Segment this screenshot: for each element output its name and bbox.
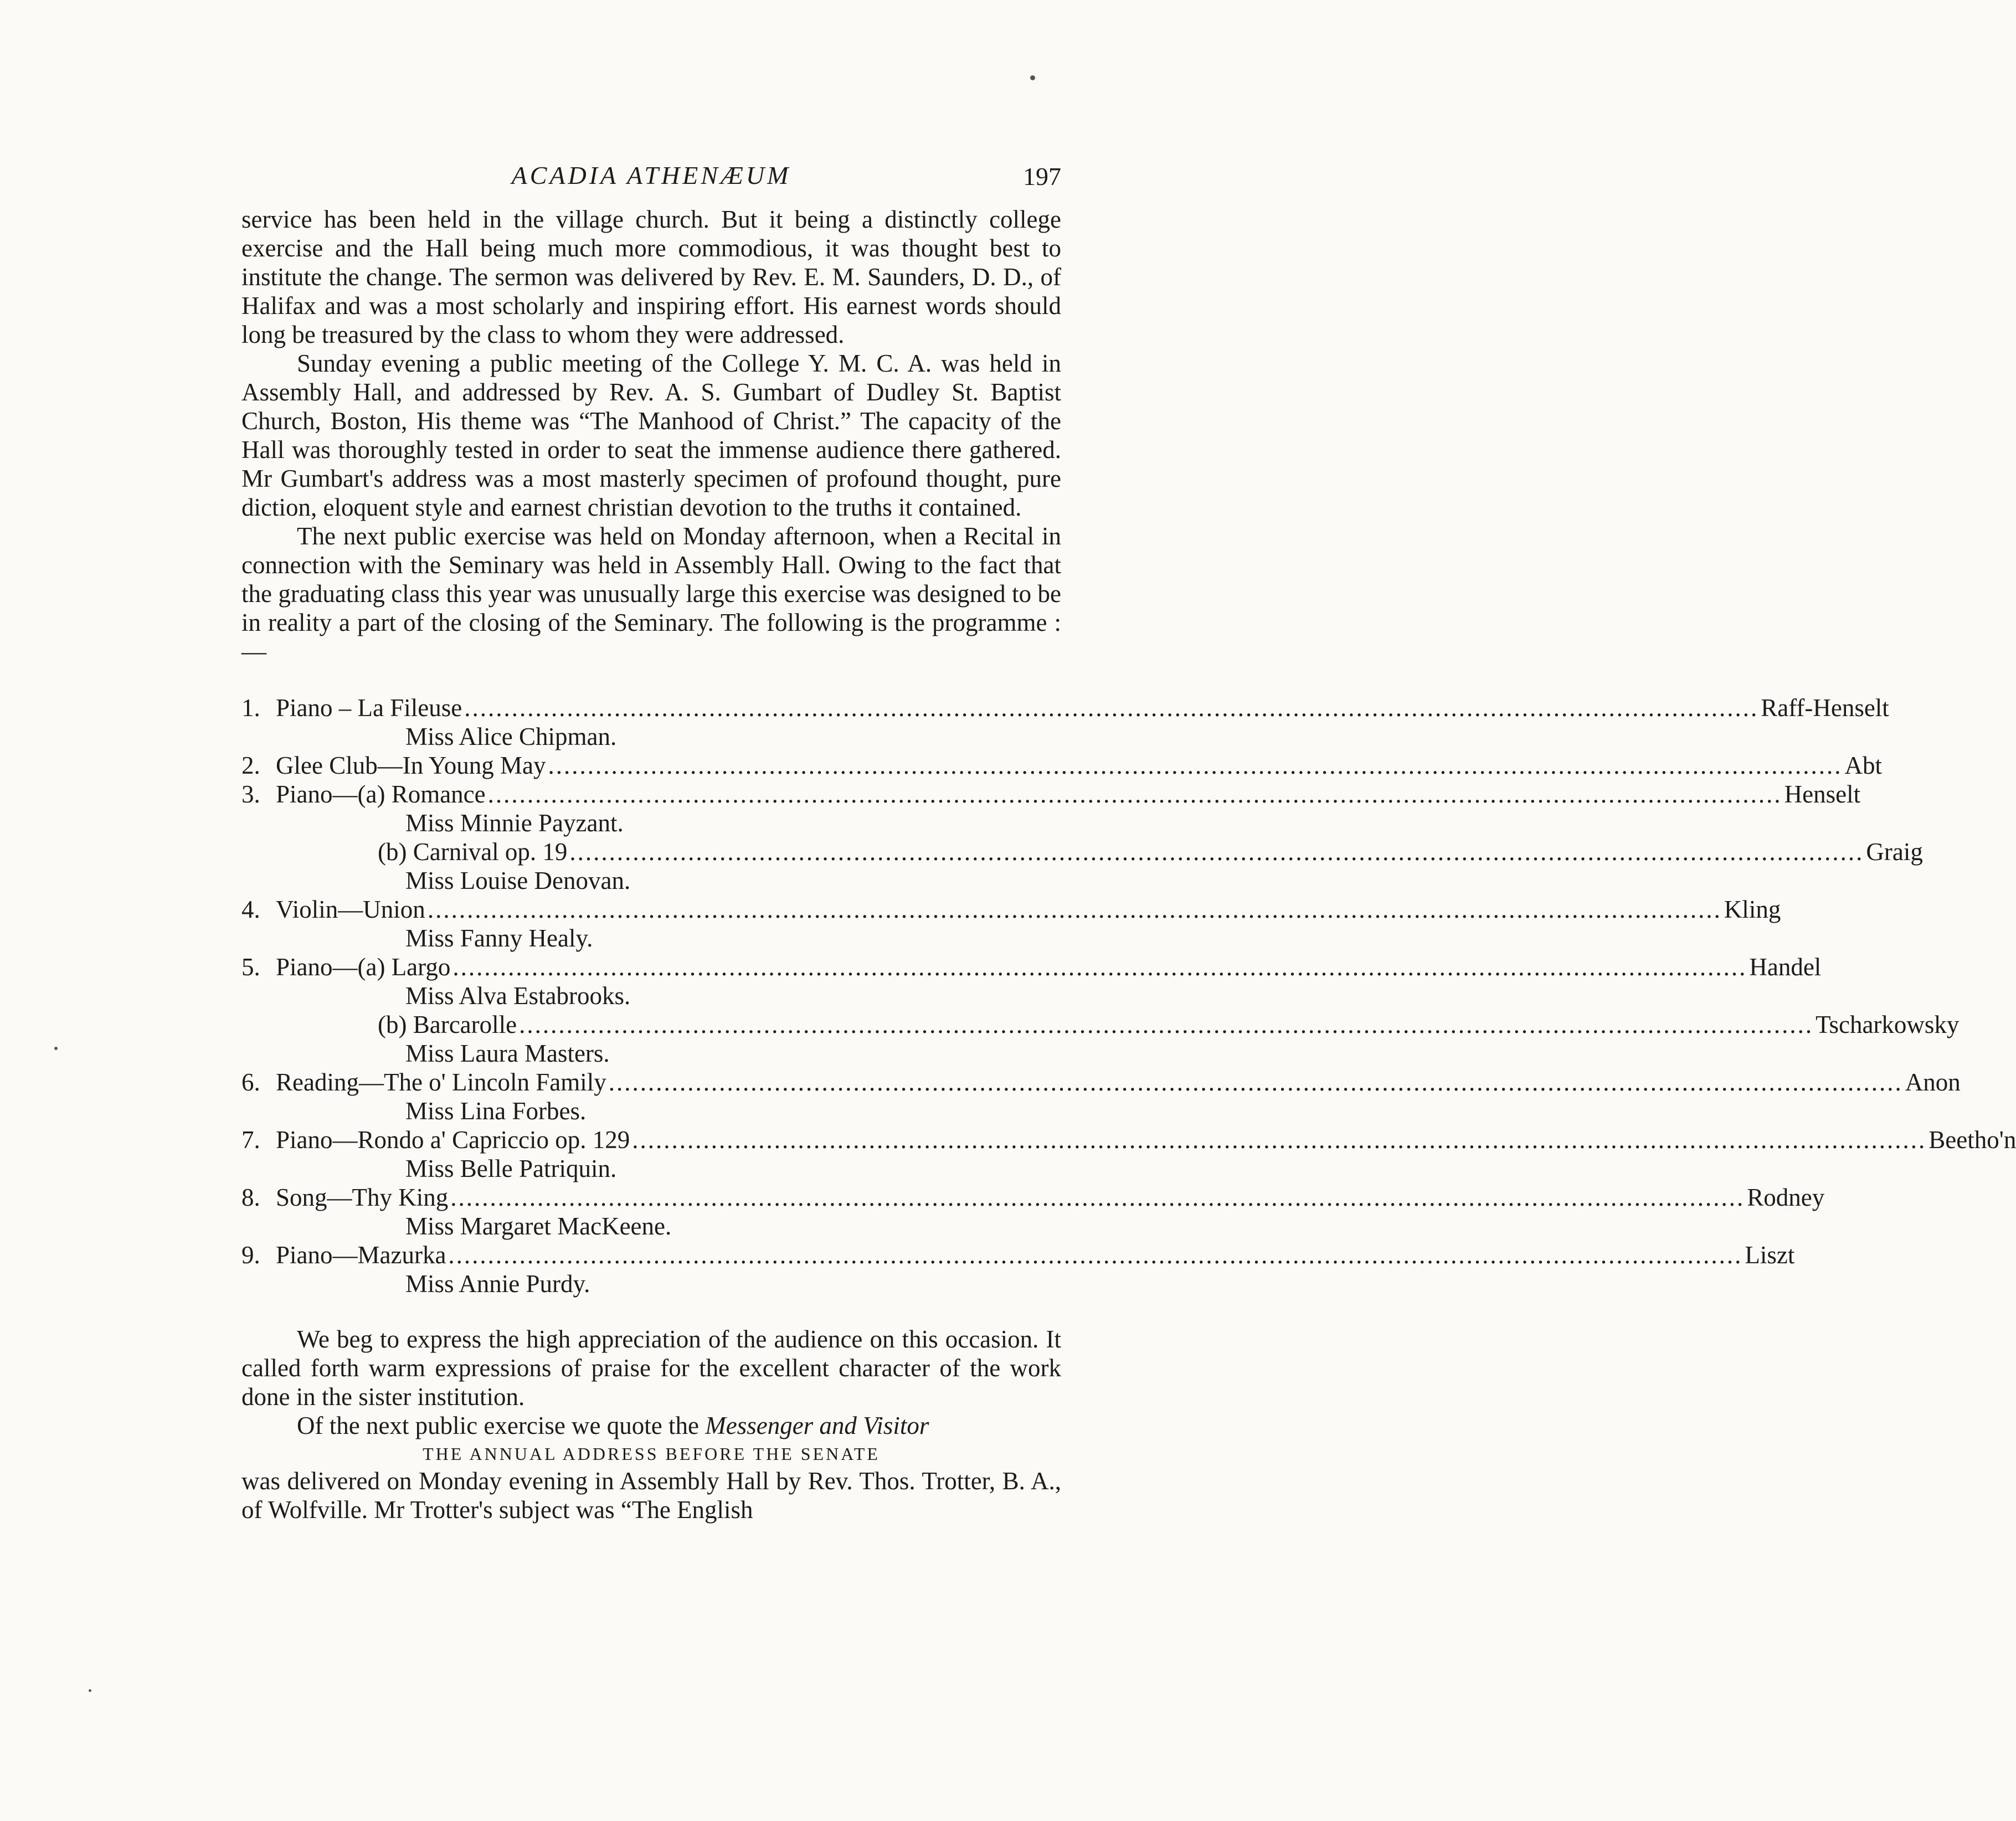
- programme-list: [241, 693, 2016, 1298]
- page-content: [241, 161, 2016, 1524]
- programme-entry: [241, 837, 1923, 895]
- entry-performer: Miss Alva Estabrooks.: [405, 982, 631, 1010]
- dot-leader: ....................................................................................................................................................................: [548, 752, 1843, 779]
- quote-source: Messenger and Visitor: [705, 1412, 929, 1439]
- entry-composer: Rodney: [1747, 1184, 1825, 1211]
- entry-composer: Beetho'n: [1928, 1126, 2016, 1154]
- entry-number: 3.: [241, 780, 260, 808]
- entry-title: Piano—(a) Largo: [276, 953, 451, 981]
- entry-composer: Handel: [1749, 953, 1822, 981]
- dot-leader: ....................................................................................................................................................................: [519, 1011, 1814, 1038]
- programme-entry: [241, 1241, 1795, 1298]
- entry-composer: Abt: [1844, 752, 1883, 779]
- entry-number: 7.: [241, 1126, 260, 1154]
- page-number: 197: [1023, 162, 1061, 191]
- entry-performer: Miss Laura Masters.: [405, 1040, 610, 1067]
- entry-performer: Miss Minnie Payzant.: [405, 809, 624, 837]
- entry-title: Reading—The o' Lincoln Family: [276, 1068, 606, 1096]
- entry-title: Violin—Union: [276, 896, 425, 923]
- running-title: ACADIA ATHENÆUM: [511, 161, 791, 189]
- closing-section: [241, 1325, 1061, 1524]
- entry-performer: Miss Lina Forbes.: [405, 1097, 587, 1125]
- entry-title: (b) Carnival op. 19: [378, 838, 568, 866]
- programme-entry: [241, 895, 1781, 953]
- entry-composer: Kling: [1724, 896, 1781, 923]
- entry-composer: Graig: [1866, 838, 1923, 866]
- entry-composer: Liszt: [1745, 1241, 1795, 1269]
- entry-number: 1.: [241, 694, 260, 722]
- scan-speck: [1030, 75, 1035, 80]
- running-head: [241, 161, 1061, 205]
- paragraph: was delivered on Monday evening in Assembly Hall by Rev. Thos. Trotter, B. A., of Wolfville. Mr Trotter's subject was “The English: [241, 1467, 1061, 1524]
- entry-performer: Miss Belle Patriquin.: [405, 1155, 617, 1182]
- dot-leader: ....................................................................................................................................................................: [608, 1068, 1903, 1096]
- entry-title: Piano—Rondo a' Capriccio op. 129: [276, 1126, 630, 1154]
- entry-number: 8.: [241, 1184, 260, 1211]
- entry-title: Glee Club—In Young May: [276, 752, 546, 779]
- quote-intro: Of the next public exercise we quote the: [297, 1412, 699, 1439]
- programme-entry: [241, 693, 1889, 751]
- entry-title: Piano – La Fileuse: [276, 694, 462, 722]
- dot-leader: ....................................................................................................................................................................: [448, 1241, 1743, 1269]
- entry-composer: Tscharkowsky: [1816, 1011, 1960, 1038]
- dot-leader: ....................................................................................................................................................................: [464, 694, 1759, 722]
- programme-entry: [241, 1010, 1960, 1068]
- dot-leader: ....................................................................................................................................................................: [450, 1184, 1745, 1211]
- entry-performer: Miss Louise Denovan.: [405, 867, 631, 894]
- dot-leader: ....................................................................................................................................................................: [569, 838, 1864, 866]
- entry-title: Piano—Mazurka: [276, 1241, 446, 1269]
- dot-leader: ....................................................................................................................................................................: [487, 780, 1782, 808]
- entry-performer: Miss Margaret MacKeene.: [405, 1212, 672, 1240]
- quote-intro-line: [241, 1411, 1061, 1440]
- entry-performer: Miss Fanny Healy.: [405, 924, 593, 952]
- entry-performer: Miss Alice Chipman.: [405, 723, 617, 750]
- programme-entry: [241, 953, 1822, 1010]
- entry-number: 2.: [241, 752, 260, 779]
- programme-entry: [241, 751, 1883, 780]
- entry-title: (b) Barcarolle: [378, 1011, 517, 1038]
- dot-leader: ....................................................................................................................................................................: [427, 896, 1722, 923]
- programme-entry: [241, 1068, 1961, 1125]
- programme-entry: [241, 1125, 2016, 1183]
- entry-number: 4.: [241, 896, 260, 923]
- dot-leader: ....................................................................................................................................................................: [632, 1126, 1927, 1154]
- entry-number: 6.: [241, 1068, 260, 1096]
- entry-performer: Miss Annie Purdy.: [405, 1270, 590, 1298]
- section-heading: THE ANNUAL ADDRESS BEFORE THE SENATE: [423, 1444, 880, 1464]
- paragraph: We beg to express the high appreciation of the audience on this occasion. It called forth warm expressions of praise for the excellent character of the work done in the sister institution.: [241, 1325, 1061, 1411]
- entry-composer: Anon: [1905, 1068, 1961, 1096]
- entry-title: Song—Thy King: [276, 1184, 449, 1211]
- scan-speck: [89, 1689, 91, 1692]
- entry-composer: Henselt: [1784, 780, 1861, 808]
- programme-entry: [241, 1183, 1825, 1241]
- dot-leader: ....................................................................................................................................................................: [452, 953, 1747, 981]
- programme-entry: [241, 780, 1861, 837]
- paragraph: The next public exercise was held on Monday afternoon, when a Recital in connection with the Seminary was held in Assembly Hall. Owing to the fact that the graduating class this year was unusually large this exercise was designed to be in reality a part of the closing of the Seminary. The following is the programme :—: [241, 522, 1061, 665]
- paragraph: Sunday evening a public meeting of the College Y. M. C. A. was held in Assembly Hall, and addressed by Rev. A. S. Gumbart of Dudley St. Baptist Church, Boston, His theme was “The Manhood of Christ.” The capacity of the Hall was thoroughly tested in order to seat the immense audience there gathered. Mr Gumbart's address was a most masterly specimen of profound thought, pure diction, eloquent style and earnest christian devotion to the truths it contained.: [241, 349, 1061, 521]
- entry-number: 5.: [241, 953, 260, 981]
- paragraph: service has been held in the village church. But it being a distinctly college exercise and the Hall being much more commodious, it was thought best to institute the change. The sermon was delivered by Rev. E. M. Saunders, D. D., of Halifax and was a most scholarly and inspiring effort. His earnest words should long be treasured by the class to whom they were addressed.: [241, 205, 1061, 348]
- scan-speck: [54, 1047, 58, 1050]
- entry-title: Piano—(a) Romance: [276, 780, 486, 808]
- entry-composer: Raff-Henselt: [1761, 694, 1889, 722]
- entry-number: 9.: [241, 1241, 260, 1269]
